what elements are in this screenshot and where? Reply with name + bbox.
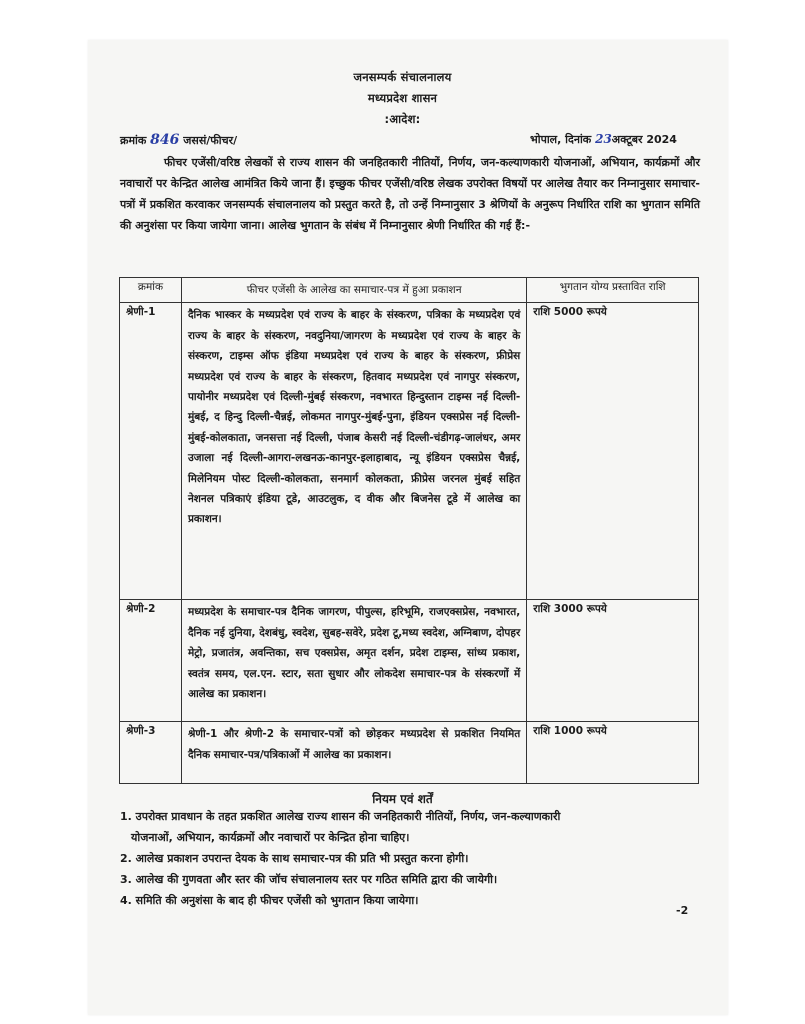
rules-title: नियम एवं शर्तें [372,792,433,806]
rule-item-2: 2. आलेख प्रकाशन उपरान्त देयक के साथ समाचार-पत्र की प्रति भी प्रस्तुत करना होगी। [120,852,469,865]
row-publication: दैनिक भास्कर के मध्यप्रदेश एवं राज्य के बाहर के संस्करण, पत्रिका के मध्यप्रदेश एवं राज्य के बाहर के संस्करण, नवदुनिया/जागरण के मध्यप्रदेश एवं राज्य के बाहर के संस्करण, टाइम्स ऑफ इंडिया मध्यप्रदेश एवं राज्य के बाहर के संस्करण, फ्रीप्रेस मध्यप्रदेश एवं राज्य के बाहर के संस्करण, हितवाद मध्यप्रदेश एवं नागपुर संस्करण, पायोनीर मध्यप्रदेश एवं दिल्ली-मुंबई संस्करण, नवभारत हिन्दुस्तान टाइम्स नई दिल्ली-मुंबई, द हिन्दु दिल्ली-चैन्नई, लोकमत नागपुर-मुंबई-पुना, इंडियन एक्सप्रेस नई दिल्ली-मुंबई-कोलकाता, जनसत्ता नई दिल्ली, पंजाब केसरी नई दिल्ली-चंडीगढ़-जालंधर, अमर उजाला नई दिल्ली-आगरा-लखनऊ-कानपुर-इलाहाबाद, न्यू इंडियन एक्सप्रेस चैन्नई, मिलेनियम पोस्ट दिल्ली-कोलकता, सनमार्ग कोलकता, फ्रीप्रेस जरनल मुंबई सहित नेशनल पत्रिकाएं इंडिया टूडे, आउटलुक, द वीक और बिजनेस टूडे में आलेख का प्रकाशन। [181,303,526,600]
date-prefix: भोपाल, दिनांक [530,133,592,146]
table-row [120,722,699,784]
header-serial: क्रमांक [120,278,182,303]
row-category: श्रेणी-2 [120,600,182,722]
ref-suffix: जससं/फीचर/ [183,134,238,147]
intro-paragraph: फीचर एजेंसी/वरिष्ठ लेखकों से राज्य शासन की जनहितकारी नीतियों, निर्णय, जन-कल्याणकारी योजनाओं, अभियान, कार्यक्रमों और नवाचारों पर केन्द्रित आलेख आमंत्रित किये जाना हैं। इच्छुक फीचर एजेंसी/वरिष्ठ लेखक उपरोक्त विषयों पर आलेख तैयार कर निम्नानुसार समाचार-पत्रों में प्रकशित करवाकर जनसम्पर्क संचालनालय को प्रस्तुत करते है, तो उन्हें निम्नानुसार 3 श्रेणियों के अनुरूप निर्धारित राशि का भुगतान समिति की अनुशंसा पर किया जायेगा जाना। आलेख भुगतान के संबंध में निम्नानुसार श्रेणी निर्धारित की गई हैं:- [120,156,700,232]
rule-item-1-continued: योजनाओं, अभियान, कार्यक्रमों और नवाचारों पर केन्द्रित होना चाहिए। [131,831,410,844]
reference-number [120,132,237,148]
table-header-row [120,278,699,303]
row-category: श्रेणी-1 [120,303,182,600]
header-publication: फीचर एजेंसी के आलेख का समाचार-पत्र में हुआ प्रकाशन [181,278,526,303]
table-row [120,600,699,722]
header-amount: भुगतान योग्य प्रस्तावित राशि [527,278,699,303]
rule-item-4: 4. समिति की अनुशंसा के बाद ही फीचर एजेंसी को भुगतान किया जायेगा। [120,894,419,907]
page-number: -2 [676,904,689,917]
date-day: 23 [595,132,612,146]
row-publication: श्रेणी-1 और श्रेणी-2 के समाचार-पत्रों को छोड़कर मध्यप्रदेश से प्रकशित नियमित दैनिक समाचार-पत्र/पत्रिकाओं में आलेख का प्रकाशन। [181,722,526,784]
order-date [530,132,677,147]
rule-item-3: 3. आलेख की गुणवता और स्तर की जॉच संचालनालय स्तर पर गठित समिति द्वारा की जायेगी। [120,873,498,886]
date-rest: अक्टूबर 2024 [611,133,677,146]
row-amount: राशि 3000 रूपये [527,600,699,722]
order-heading: :आदेश: [384,112,421,126]
rule-item-1: 1. उपरोक्त प्रावधान के तहत प्रकशित आलेख राज्य शासन की जनहितकारी नीतियों, निर्णय, जन-कल्याणकारी [120,810,561,823]
row-category: श्रेणी-3 [120,722,182,784]
government-name: मध्यप्रदेश शासन [367,91,438,105]
rules-list [120,806,710,911]
category-table [119,277,699,784]
ref-prefix: क्रमांक [120,134,147,147]
row-publication: मध्यप्रदेश के समाचार-पत्र दैनिक जागरण, पीपुल्स, हरिभूमि, राजएक्सप्रेस, नवभारत, दैनिक नई दुनिया, देशबंधु, स्वदेश, सुबह-सवेरे, प्रदेश टू,मध्य स्वदेश, अग्निबाण, दोपहर मेट्रो, प्रजातंत्र, अवन्तिका, सच एक्सप्रेस, अमृत दर्शन, प्रदेश टाइम्स, सांध्य प्रकाश, स्वतंत्र समय, एल.एन. स्टार, सता सुधार और लोकदेश समाचार-पत्र के संस्करणों में आलेख का प्रकाशन। [181,600,526,722]
ref-handwritten-number: 846 [150,132,180,148]
row-amount: राशि 1000 रूपये [527,722,699,784]
row-amount: राशि 5000 रूपये [527,303,699,600]
table-row [120,303,699,600]
department-name: जनसम्पर्क संचालनालय [353,70,452,84]
